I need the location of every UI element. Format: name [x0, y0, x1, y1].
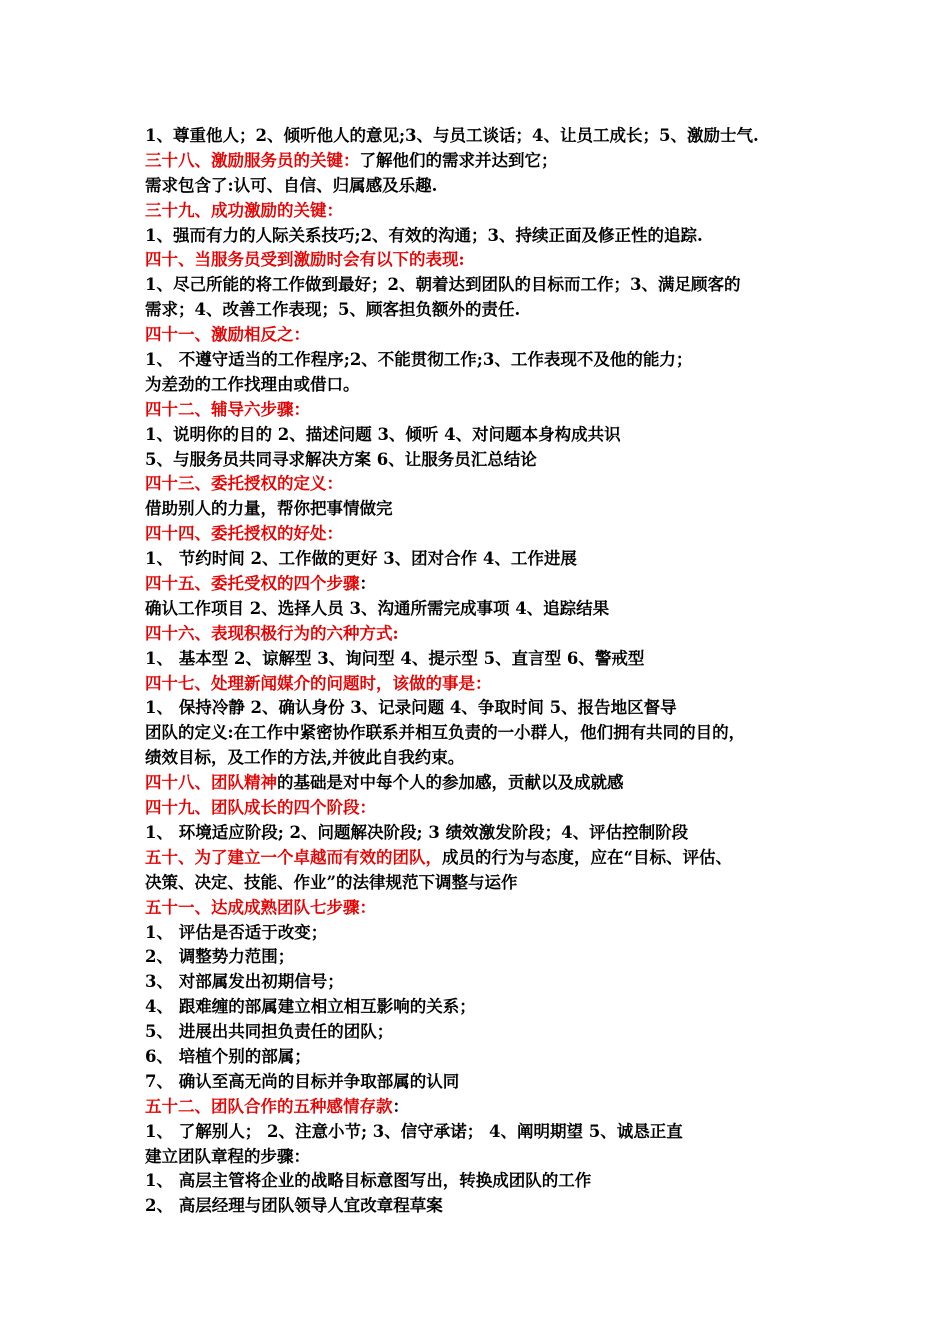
body-text: ： — [359, 574, 376, 594]
text-line — [145, 497, 845, 522]
text-line — [145, 1145, 845, 1170]
text-line — [145, 273, 845, 298]
body-text: 绩效目标，及工作的方法,并彼此自我约束。 — [145, 748, 465, 768]
text-line — [145, 1095, 845, 1120]
text-line — [145, 746, 845, 771]
text-line — [145, 597, 845, 622]
body-text: 1、 保持冷静 2、确认身份 3、记录问题 4、争取时间 5、报告地区督导 — [145, 698, 677, 718]
text-line — [145, 995, 845, 1020]
section-heading: 四十三、委托授权的定义： — [145, 474, 343, 494]
section-heading: 四十四、委托授权的好处： — [145, 524, 343, 544]
text-line — [145, 572, 845, 597]
body-text: 6、 培植个别的部属； — [145, 1046, 311, 1066]
text-line — [145, 1070, 845, 1095]
text-line — [145, 647, 845, 672]
text-line — [145, 1120, 845, 1145]
text-line — [145, 871, 845, 896]
body-text: 1、 节约时间 2、工作做的更好 3、团对合作 4、工作进展 — [145, 549, 577, 569]
body-text: 2、 高层经理与团队领导人宜改章程草案 — [145, 1196, 443, 1216]
body-text: 1、说明你的目的 2、描述问题 3、倾听 4、对问题本身构成共识 — [145, 424, 621, 444]
text-line — [145, 423, 845, 448]
body-text: 7、 确认至高无尚的目标并争取部属的认同 — [145, 1071, 460, 1091]
text-line — [145, 522, 845, 547]
text-line — [145, 846, 845, 871]
text-line — [145, 448, 845, 473]
body-text: 5、与服务员共同寻求解决方案 6、让服务员汇总结论 — [145, 449, 537, 469]
text-line — [145, 224, 845, 249]
section-heading: 五十一、达成成熟团队七步骤： — [145, 897, 376, 917]
section-heading: 四十七、处理新闻媒介的问题时，该做的事是： — [145, 673, 492, 693]
text-line — [145, 945, 845, 970]
text-line — [145, 124, 845, 149]
text-line — [145, 771, 845, 796]
text-line — [145, 547, 845, 572]
body-text: 1、 了解别人； 2、注意小节; 3、信守承诺； 4、阐明期望 5、诚恳正直 — [145, 1121, 683, 1141]
text-line — [145, 1045, 845, 1070]
body-text: 为差劲的工作找理由或借口。 — [145, 374, 360, 394]
section-heading: 四十二、辅导六步骤： — [145, 399, 310, 419]
body-text: 2、 调整势力范围； — [145, 947, 295, 967]
body-text: 成员的行为与态度，应在“目标、评估、 — [442, 847, 732, 867]
body-text: 1、尊重他人；2、倾听他人的意见;3、与员工谈话；4、让员工成长；5、激励士气. — [145, 126, 759, 145]
body-text: 3、 对部属发出初期信号； — [145, 972, 344, 992]
section-heading: 四十八、团队精神 — [145, 773, 277, 793]
text-line — [145, 921, 845, 946]
text-line — [145, 373, 845, 398]
body-text: 的基础是对中每个人的参加感，贡献以及成就感 — [277, 773, 624, 793]
body-text: 1、 不遵守适当的工作程序;2、不能贯彻工作;3、工作表现不及他的能力； — [145, 350, 693, 370]
text-line — [145, 298, 845, 323]
text-line — [145, 149, 845, 174]
section-heading: 四十五、委托受权的四个步骤 — [145, 574, 360, 594]
text-line — [145, 1169, 845, 1194]
text-line — [145, 1020, 845, 1045]
text-line — [145, 348, 845, 373]
section-heading: 五十、为了建立一个卓越而有效的团队， — [145, 847, 442, 867]
body-text: 借助别人的力量，帮你把事情做完 — [145, 499, 393, 519]
document-page — [145, 124, 845, 1219]
body-text: 5、 进展出共同担负责任的团队； — [145, 1022, 394, 1042]
section-heading: 三十九、成功激励的关键： — [145, 200, 343, 220]
section-heading: 四十六、表现积极行为的六种方式: — [145, 623, 399, 643]
text-line — [145, 622, 845, 647]
text-line — [145, 672, 845, 697]
section-heading: 四十、当服务员受到激励时会有以下的表现: — [145, 250, 465, 270]
body-text: 1、尽己所能的将工作做到最好；2、朝着达到团队的目标而工作；3、满足顾客的 — [145, 275, 741, 295]
section-heading: 四十一、激励相反之： — [145, 325, 310, 345]
body-text: 需求；4、改善工作表现；5、顾客担负额外的责任. — [145, 300, 521, 320]
text-line — [145, 970, 845, 995]
text-line — [145, 174, 845, 199]
body-text: 4、 跟难缠的部属建立相立相互影响的关系； — [145, 997, 476, 1017]
body-text: 团队的定义:在工作中紧密协作联系并相互负责的一小群人，他们拥有共同的目的， — [145, 723, 746, 743]
body-text: 了解他们的需求并达到它； — [359, 150, 558, 170]
section-heading: 五十二、团队合作的五种感情存款 — [145, 1096, 393, 1116]
section-heading: 四十九、团队成长的四个阶段： — [145, 798, 376, 818]
text-line — [145, 721, 845, 746]
body-text: 1、 评估是否适于改变； — [145, 922, 328, 942]
text-line — [145, 796, 845, 821]
text-line — [145, 896, 845, 921]
body-text: 1、 基本型 2、谅解型 3、询问型 4、提示型 5、直言型 6、警戒型 — [145, 648, 645, 668]
body-text: 建立团队章程的步骤： — [145, 1146, 310, 1166]
body-text: 确认工作项目 2、选择人员 3、沟通所需完成事项 4、追踪结果 — [145, 598, 610, 618]
body-text: 1、 高层主管将企业的战略目标意图写出，转换成团队的工作 — [145, 1171, 592, 1191]
text-line — [145, 821, 845, 846]
body-text: 1、强而有力的人际关系技巧;2、有效的沟通；3、持续正面及修正性的追踪. — [145, 225, 703, 245]
text-line — [145, 696, 845, 721]
text-line — [145, 472, 845, 497]
body-text: 1、 环境适应阶段; 2、问题解决阶段; 3 绩效激发阶段；4、评估控制阶段 — [145, 822, 689, 842]
section-heading: 三十八、激励服务员的关键： — [145, 150, 360, 170]
text-line — [145, 398, 845, 423]
text-line — [145, 1194, 845, 1219]
text-line — [145, 323, 845, 348]
text-line — [145, 248, 845, 273]
body-text: ： — [392, 1096, 409, 1116]
body-text: 需求包含了:认可、自信、归属感及乐趣. — [145, 175, 438, 195]
body-text: 决策、决定、技能、作业”的法律规范下调整与运作 — [145, 872, 518, 892]
text-line — [145, 199, 845, 224]
